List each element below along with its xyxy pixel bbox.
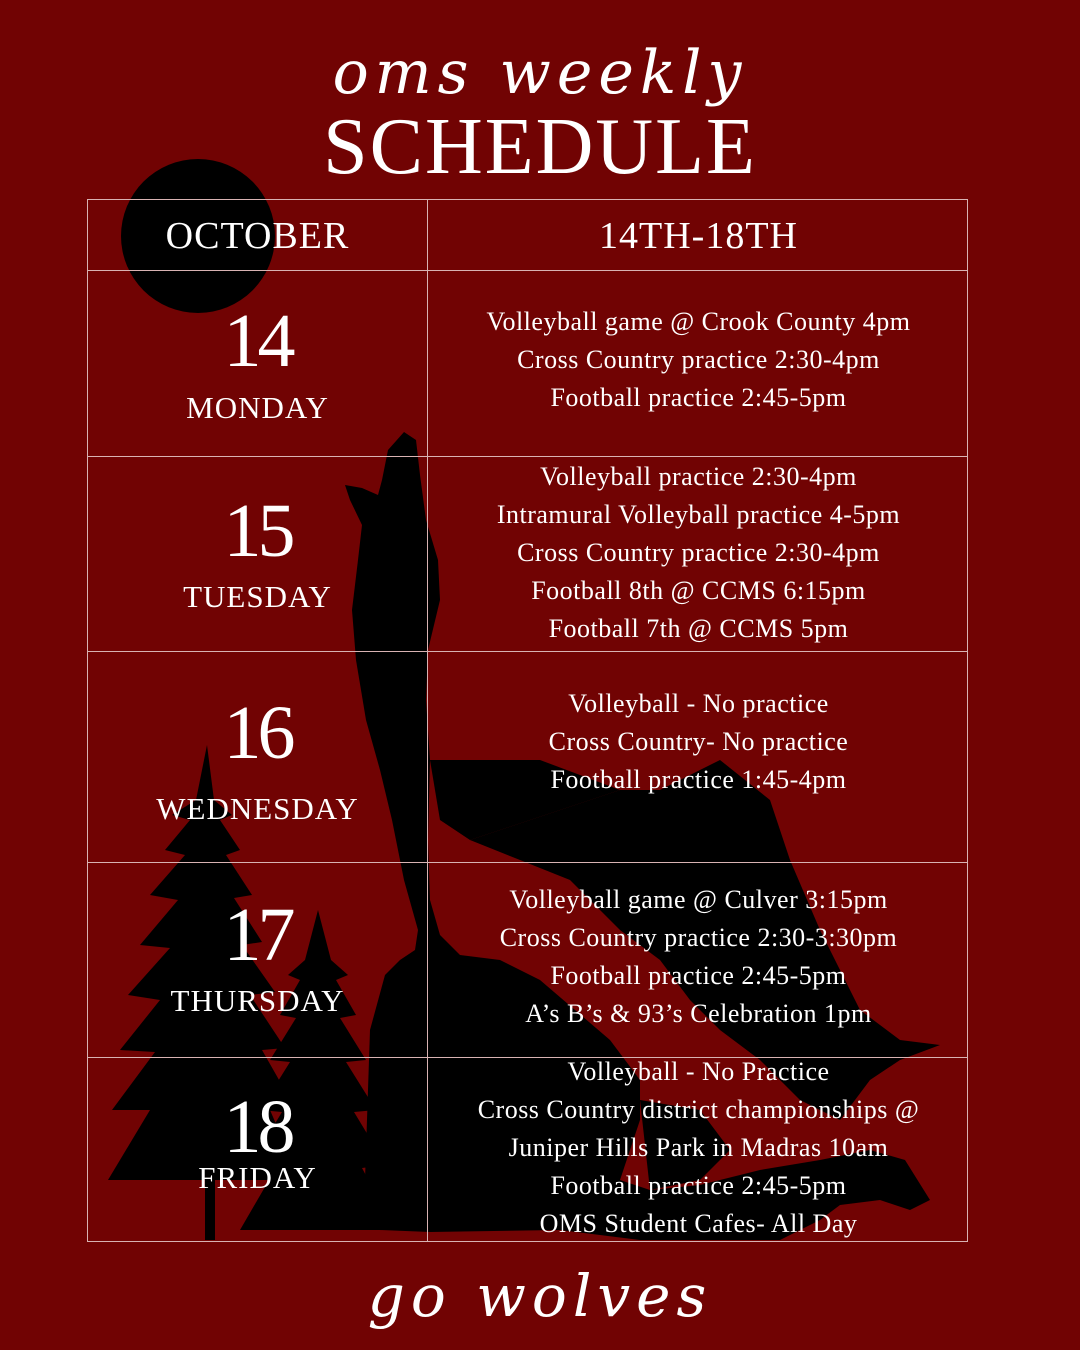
day-name: MONDAY [186,390,329,425]
event-item: Volleyball - No practice [568,689,829,718]
event-item: Cross Country practice 2:30-4pm [517,345,880,374]
page-title: SCHEDULE [323,103,757,191]
event-item: Juniper Hills Park in Madras 10am [508,1133,889,1162]
event-item: Intramural Volleyball practice 4-5pm [496,500,901,529]
row-divider [88,456,967,457]
day-number: 16 [223,691,292,775]
day-name: FRIDAY [198,1160,317,1195]
row-divider [88,862,967,863]
event-item: A’s B’s & 93’s Celebration 1pm [525,999,872,1028]
title-script-text: oms weekly [332,38,748,108]
event-item: Football practice 2:45-5pm [550,383,847,412]
month-label: OCTOBER [165,215,350,257]
row-divider [88,270,967,271]
day-events [428,685,969,799]
event-item: Cross Country practice 2:30-3:30pm [499,923,898,952]
day-name: WEDNESDAY [156,791,359,826]
event-item: Football practice 2:45-5pm [550,1171,847,1200]
date-range-label: 14TH-18TH [599,215,798,257]
event-item: Football practice 2:45-5pm [550,961,847,990]
day-number: 18 [223,1085,292,1169]
event-item: Cross Country practice 2:30-4pm [517,538,880,567]
row-divider [88,651,967,652]
schedule-table [87,199,968,1242]
day-number: 14 [223,299,292,383]
event-item: Volleyball - No Practice [567,1057,830,1086]
day-events [428,881,969,1033]
event-item: OMS Student Cafes- All Day [539,1209,858,1238]
footer-script-text: go wolves [367,1262,713,1330]
event-item: Cross Country- No practice [548,727,849,756]
day-number: 15 [223,489,292,573]
event-item: Volleyball game @ Culver 3:15pm [509,885,888,914]
day-events [428,303,969,417]
day-number: 17 [223,893,292,977]
event-item: Football 8th @ CCMS 6:15pm [531,576,866,605]
event-item: Football practice 1:45-4pm [550,765,847,794]
day-events [428,458,969,648]
day-name: TUESDAY [183,579,332,614]
day-name: THURSDAY [170,983,345,1018]
event-item: Football 7th @ CCMS 5pm [548,614,849,643]
day-events [428,1053,969,1243]
event-item: Cross Country district championships @ [477,1095,920,1124]
event-item: Volleyball practice 2:30-4pm [540,462,857,491]
event-item: Volleyball game @ Crook County 4pm [486,307,911,336]
